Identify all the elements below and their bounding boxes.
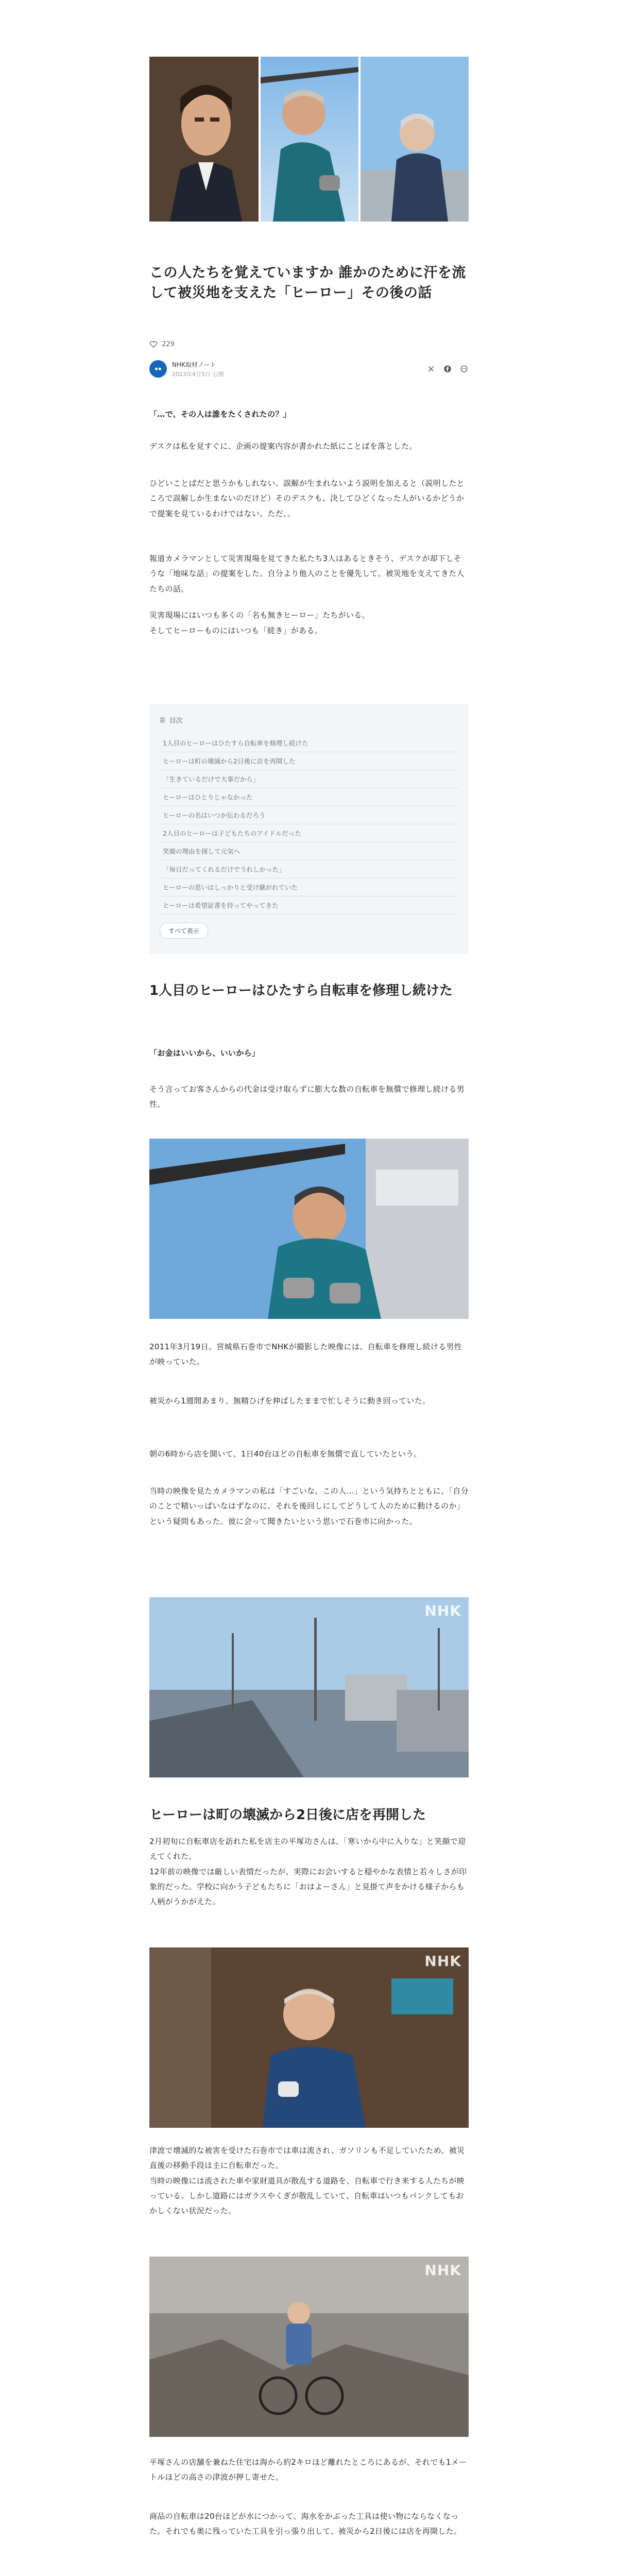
like-count-value: 229: [162, 340, 175, 348]
toc-label: 目次: [169, 717, 183, 725]
nhk-watermark: NHK: [424, 2262, 461, 2279]
article-photo: [149, 1947, 469, 2128]
toc-item[interactable]: ヒーローの思いはしっかりと受け継がれていた: [160, 878, 458, 896]
article-photo: [149, 1139, 469, 1319]
like-count[interactable]: [149, 340, 469, 348]
hero-image: [149, 57, 469, 222]
nhk-watermark: NHK: [424, 1602, 461, 1619]
author-name[interactable]: NHK取材ノート: [172, 361, 216, 368]
hero-collage: [149, 57, 469, 222]
author-row: [149, 359, 469, 379]
shopkeeper-photo: [149, 1947, 469, 2128]
section-heading: 1人目のヒーローはひたすら自転車を修理し続けた: [149, 983, 453, 998]
share-buttons: [426, 364, 469, 374]
debris-photo: [149, 2257, 469, 2437]
town-photo: [149, 1597, 469, 1777]
toc-header: [160, 715, 458, 725]
author-avatar[interactable]: [149, 360, 167, 378]
section-quote: 「お金はいいから、いいから」: [149, 1048, 260, 1058]
intro-paragraph: 報道カメラマンとして災害現場を見てきた私たち3人はあるときそう、デスクが却下しそうな「地味な話」の提案をした。自分より他人のことを優先して、被災地を支えてきた人たちの話。: [149, 554, 465, 594]
intro-paragraph: そしてヒーローものにはいつも「続き」がある。: [149, 626, 323, 635]
section-paragraph: 津波で壊滅的な被害を受けた石巻市では車は流され、ガソリンも不足していたため、被災直後の移動手段は主に自転車だった。 当時の映像には流された車や家財道具が散乱する道路を、自転車で行き来する人たちが映っている。しかし道路にはガラスやくぎが散乱していて、自転車はいつもパンクしてもおかしくない状況だった。: [149, 2146, 465, 2215]
toc-item[interactable]: 2人目のヒーローは子どもたちのアイドルだった: [160, 824, 458, 842]
nhk-watermark: NHK: [424, 1953, 461, 1970]
intro-quote: 「…で、その人は誰をたくされたの？」: [149, 410, 291, 419]
section-paragraph: 商品の自転車は20台ほどが水につかって、海水をかぶった工具は使い物にならなくなった。それでも奥に残っていた工具を引っ張り出して、被災から2日後には店を再開した。: [149, 2512, 462, 2536]
show-all-button[interactable]: すべて表示: [160, 923, 208, 939]
more-options-icon[interactable]: [459, 364, 469, 374]
table-of-contents: [149, 704, 469, 954]
section-paragraph: 2月初旬に自転車店を訪れた私を店主の平塚功さんは、「寒いから中に入りな」と笑顔で迎えてくれた。 12年前の映像では厳しい表情だったが、実際にお会いすると穏やかな表情と若々しさが印象的だった。学校に向かう子どもたちに「おはよーさん」と見掛て声をかける様子からも人柄がうかがえた。: [149, 1837, 467, 1906]
section-paragraph: 2011年3月19日。宮城県石巻市でNHKが撮影した映像には、自転車を修理し続ける男性が映っていた。: [149, 1342, 462, 1367]
article-photo: [149, 2257, 469, 2437]
toc-item[interactable]: 笑顔の理由を探して元気へ: [160, 842, 458, 860]
intro-paragraph: 災害現場にはいつも多くの「名も無きヒーロー」たちがいる。: [149, 611, 370, 620]
nhk-logo-icon: [153, 364, 163, 374]
section-paragraph: 被災から1週間あまり、無精ひげを伸ばしたままで忙しそうに動き回っていた。: [149, 1396, 431, 1405]
intro-paragraph: ひどいことばだと思うかもしれない。誤解が生まれないよう説明を加えると（説明したところで誤解しか生まないのだけど）そのデスクも、決してひどくなった人がいるかどうかで提案を見ているわけではない。ただ、。: [149, 479, 465, 518]
section-heading: ヒーローは町の壊滅から2日後に店を再開した: [149, 1807, 426, 1823]
publish-date: 2023年4月5日 公開: [172, 370, 224, 378]
repairman-photo: [149, 1139, 469, 1319]
toc-item[interactable]: ヒーローは町の壊滅から2日後に店を再開した: [160, 752, 458, 770]
x-share-icon[interactable]: [426, 364, 436, 374]
intro-paragraph: デスクは私を見すぐに、企画の提案内容が書かれた紙にことばを落とした。: [149, 442, 417, 451]
article-photo: [149, 1597, 469, 1777]
section-paragraph: 朝の6時から店を開いて、1日40台ほどの自転車を無償で直していたという。: [149, 1449, 422, 1459]
toc-item[interactable]: 「生きているだけで大事だから」: [160, 770, 458, 788]
list-icon: ☰: [160, 716, 165, 724]
toc-item[interactable]: ヒーローはひとりじゃなかった: [160, 788, 458, 806]
article-title: この人たちを覚えていますか 誰かのために汗を流して被災地を支えた「ヒーロー」その後の話: [149, 265, 466, 301]
toc-item[interactable]: 1人目のヒーローはひたすら自転車を修理し続けた: [160, 734, 458, 752]
toc-item[interactable]: 「毎日だってくれるだけでうれしかった」: [160, 860, 458, 878]
section-paragraph: 平塚さんの店舗を兼ねた住宅は海から約2キロほど離れたところにあるが、それでも1メートルほどの高さの津波が押し寄せた。: [149, 2458, 467, 2482]
section-paragraph: 当時の映像を見たカメラマンの私は「すごいな、この人…」という気持ちとともに、「自分のことで精いっぱいなはずなのに、それを後回しにしてどうして人のために動けるのか」という疑問もあった。彼に会って聞きたいという思いで石巻市に向かった。: [149, 1486, 469, 1526]
toc-item[interactable]: ヒーローは希望証書を持ってやってきた: [160, 896, 458, 914]
facebook-share-icon[interactable]: [443, 364, 452, 374]
toc-item[interactable]: ヒーローの名はいつか伝わるだろう: [160, 806, 458, 824]
section-paragraph: そう言ってお客さんからの代金は受け取らずに膨大な数の自転車を無償で修理し続ける男性。: [149, 1084, 465, 1109]
heart-icon[interactable]: [149, 340, 158, 348]
